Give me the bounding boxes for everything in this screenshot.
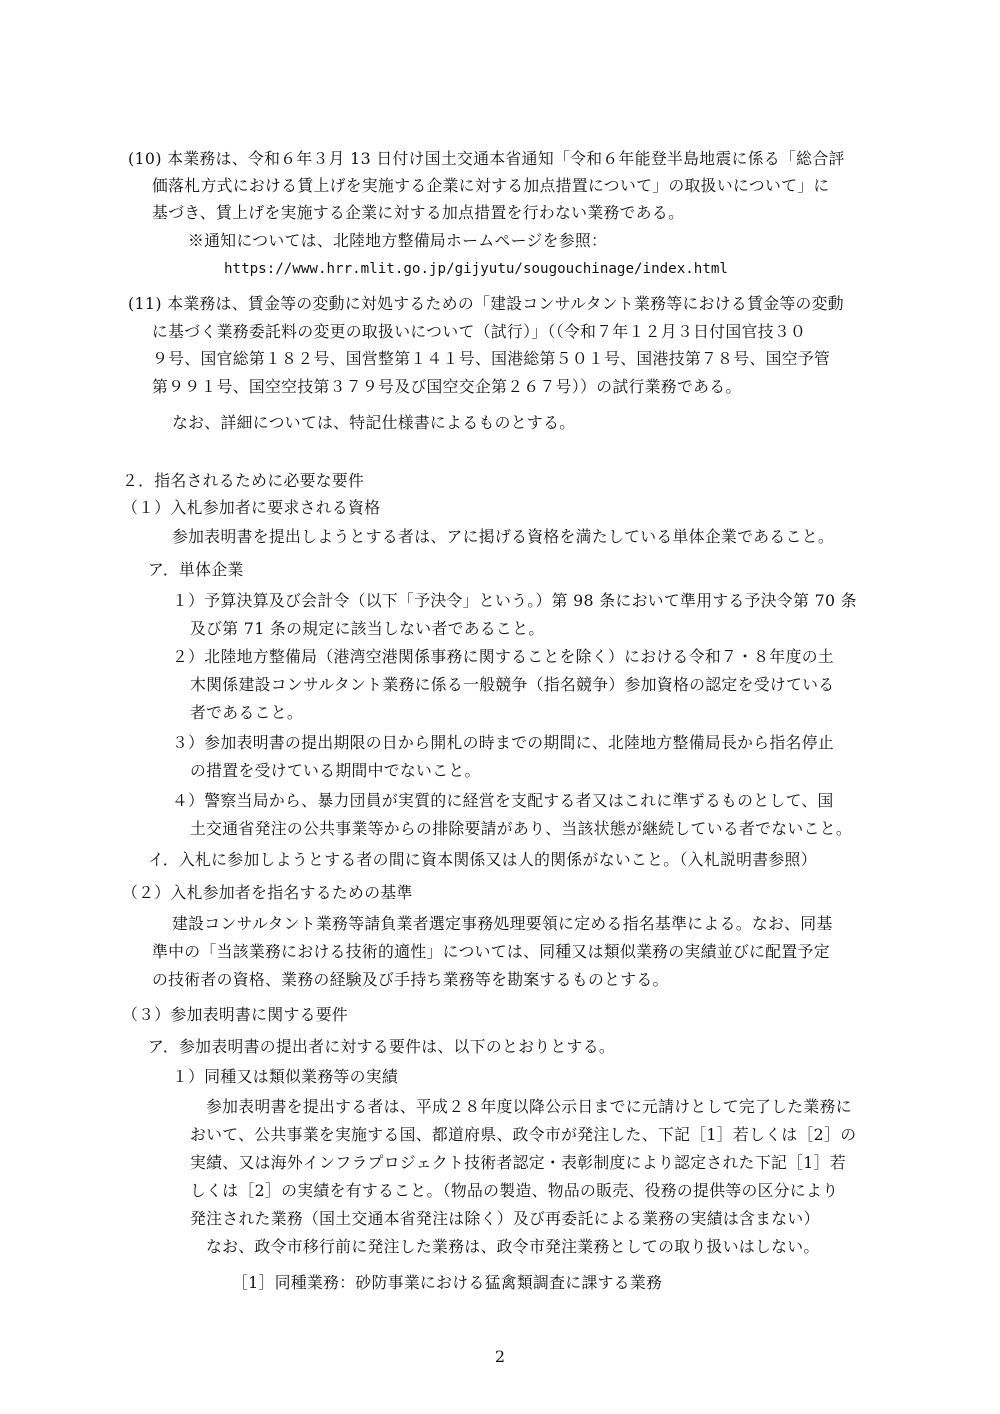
text-line: (11) 本業務は、賃金等の変動に対処するための「建設コンサルタント業務等における賃金等の変動 <box>128 294 844 313</box>
text-line: なお、詳細については、特記仕様書によるものとする。 <box>172 413 576 432</box>
section-heading: ２．指名されるために必要な要件 <box>122 471 365 490</box>
item-heading: １）同種又は類似業務等の実績 <box>172 1067 399 1086</box>
text-line: 参加表明書を提出しようとする者は、アに掲げる資格を満たしている単体企業であること。 <box>172 527 835 546</box>
page-number: 2 <box>494 1347 506 1366</box>
text-line: 発注された業務（国土交通本省発注は除く）及び再委託による業務の実績は含まない） <box>190 1209 820 1228</box>
text-line: おいて、公共事業を実施する国、都道府県、政令市が発注した、下記［1］若しくは［2］の <box>190 1125 857 1144</box>
text-line: ［1］同種業務：砂防事業における猛禽類調査に課する業務 <box>232 1273 663 1292</box>
text-line: ４）警察当局から、暴力団員が実質的に経営を支配する者又はこれに準ずるものとして、国 <box>172 791 834 810</box>
text-line: 建設コンサルタント業務等請負業者選定事務処理要領に定める指名基準による。なお、同基 <box>172 914 833 933</box>
text-line: に基づく業務委託料の変更の取扱いについて（試行）」（（令和７年１２月３日付国官技３０ <box>152 322 807 341</box>
item-heading: イ．入札に参加しようとする者の間に資本関係又は人的関係がないこと。（入札説明書参照） <box>148 850 817 869</box>
text-line: の措置を受けている期間中でないこと。 <box>190 761 481 780</box>
text-line: 土交通省発注の公共事業等からの排除要請があり、当該状態が継続している者でないこと。 <box>190 819 853 838</box>
text-line: 木関係建設コンサルタント業務に係る一般競争（指名競争）参加資格の認定を受けている <box>190 675 835 694</box>
text-line: ２）北陸地方整備局（港湾空港関係事務に関することを除く）における令和７・８年度の土 <box>172 647 835 666</box>
text-line: 者であること。 <box>190 703 304 722</box>
text-line: 価落札方式における賃上げを実施する企業に対する加点措置について」の取扱いについて」に <box>152 176 830 195</box>
text-line: なお、政令市移行前に発注した業務は、政令市発注業務としての取り扱いはしない。 <box>206 1237 820 1256</box>
notice-url: https://www.hrr.mlit.go.jp/gijyutu/sougouchinage/index.html <box>224 261 728 277</box>
text-line: (10) 本業務は、令和６年３月 13 日付け国土交通本省通知「令和６年能登半島地震に係る「総合評 <box>128 149 845 168</box>
subsection-heading: （１）入札参加者に要求される資格 <box>122 498 381 517</box>
text-line: ※通知については、北陸地方整備局ホームページを参照： <box>188 231 608 250</box>
text-line: しくは［2］の実績を有すること。（物品の製造、物品の販売、役務の提供等の区分により <box>190 1181 839 1200</box>
text-line: の技術者の資格、業務の経験及び手持ち業務等を勘案するものとする。 <box>152 970 669 989</box>
text-line: 参加表明書を提出する者は、平成２８年度以降公示日までに元請けとして完了した業務に <box>206 1097 852 1116</box>
item-heading: ア．参加表明書の提出者に対する要件は、以下のとおりとする。 <box>148 1037 615 1056</box>
text-line: 実績、又は海外インフラプロジェクト技術者認定・表彰制度により認定された下記［1］若 <box>190 1153 846 1172</box>
text-line: １）予算決算及び会計令（以下「予決令」という。）第 98 条において準用する予決令第 70 条 <box>172 591 857 610</box>
text-line: 基づき、賃上げを実施する企業に対する加点措置を行わない業務である。 <box>152 203 685 222</box>
subsection-heading: （３）参加表明書に関する要件 <box>122 1005 349 1024</box>
text-line: 準中の「当該業務における技術的適性」については、同種又は類似業務の実績並びに配置予定 <box>152 942 830 961</box>
subsection-heading: （２）入札参加者を指名するための基準 <box>122 883 413 902</box>
item-heading: ア．単体企業 <box>148 560 244 579</box>
text-line: ３）参加表明書の提出期限の日から開札の時までの期間に、北陸地方整備局長から指名停止 <box>172 733 835 752</box>
text-line: ９号、国官総第１８２号、国営整第１４１号、国港総第５０１号、国港技第７８号、国空予管 <box>152 349 831 368</box>
text-line: 第９９１号、国空空技第３７９号及び国空交企第２６７号））の試行業務である。 <box>152 377 742 396</box>
text-line: 及び第 71 条の規定に該当しない者であること。 <box>190 619 545 638</box>
